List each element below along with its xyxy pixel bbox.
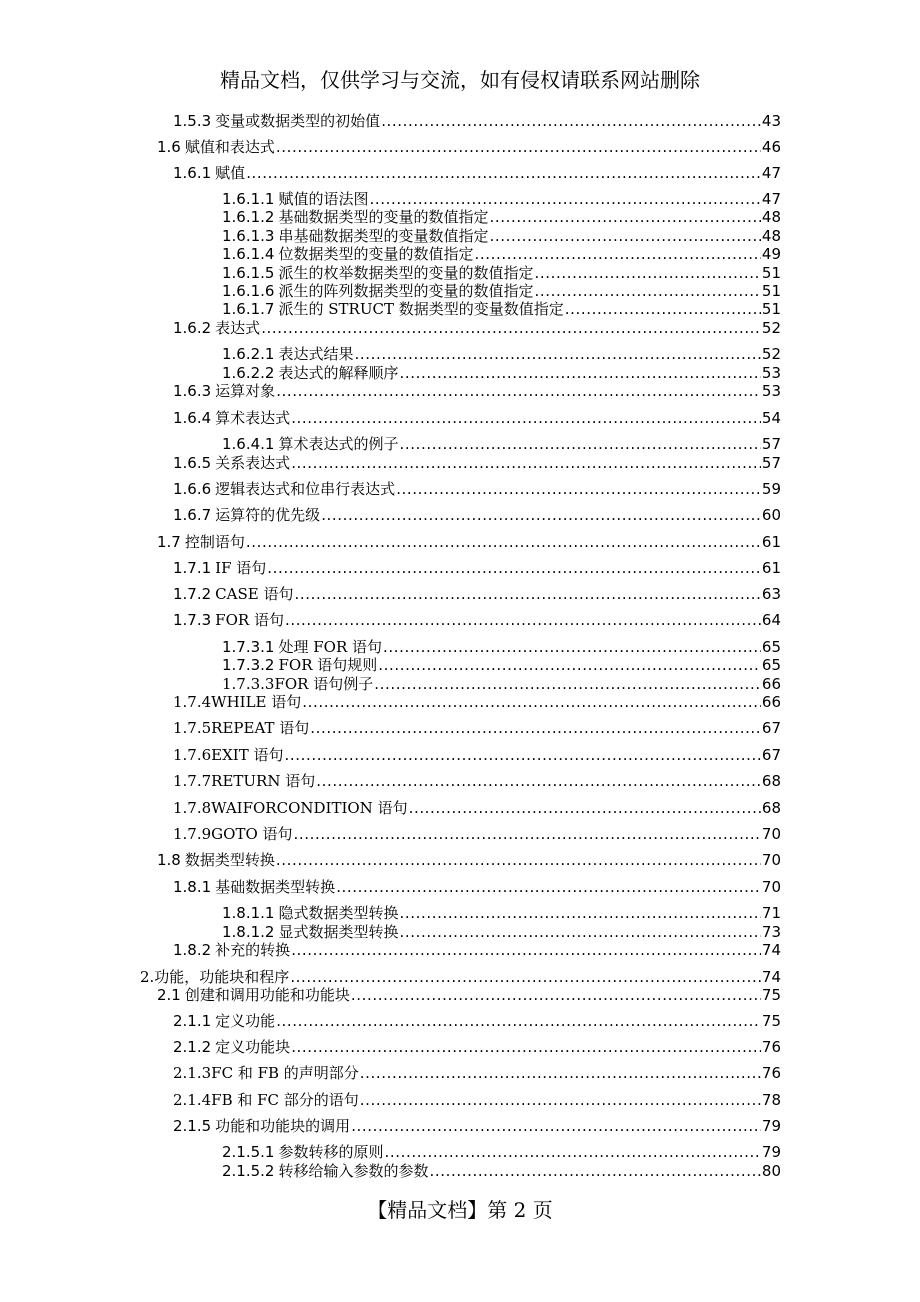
toc-leader-dots bbox=[294, 583, 760, 605]
toc-entry[interactable] bbox=[173, 770, 781, 792]
toc-entry-title: 定义功能 bbox=[215, 1012, 276, 1030]
toc-entry-number: 2.1.5 bbox=[173, 1117, 212, 1135]
toc-entry-title: 显式数据类型转换 bbox=[278, 923, 399, 941]
toc-entry-page: 67 bbox=[761, 719, 781, 737]
toc-entry-page: 80 bbox=[761, 1162, 781, 1180]
toc-entry-page: 49 bbox=[761, 245, 781, 263]
toc-entry[interactable] bbox=[157, 531, 781, 553]
toc-entry-page: 78 bbox=[761, 1091, 781, 1109]
toc-entry[interactable] bbox=[173, 691, 781, 713]
toc-entry-number: 1.8.1.1 bbox=[222, 904, 275, 922]
toc-entry-title: 算术表达式的例子 bbox=[278, 435, 399, 453]
toc-leader-dots bbox=[310, 717, 761, 739]
toc-entry-number: 1.8 bbox=[157, 851, 181, 869]
toc-entry-number: 1.6.2.2 bbox=[222, 364, 275, 382]
toc-entry-number: 1.8.1.2 bbox=[222, 923, 275, 941]
toc-entry-page: 57 bbox=[761, 435, 781, 453]
toc-entry-title: FOR 语句 bbox=[215, 611, 284, 629]
toc-entry-title: 创建和调用功能和功能块 bbox=[184, 986, 350, 1004]
toc-leader-dots bbox=[276, 849, 761, 871]
toc-entry-page: 70 bbox=[761, 878, 781, 896]
toc-entry-page: 51 bbox=[761, 282, 781, 300]
toc-entry-title: 1.7.8WAIFORCONDITION 语句 bbox=[173, 799, 408, 817]
toc-entry-title: 表达式的解释顺序 bbox=[278, 364, 399, 382]
toc-entry-title: 派生的 STRUCT 数据类型的变量数值指定 bbox=[278, 300, 564, 318]
toc-entry[interactable] bbox=[173, 317, 781, 339]
toc-entry-number: 2.1.5.1 bbox=[222, 1143, 275, 1161]
toc-entry-page: 64 bbox=[761, 611, 781, 629]
toc-entry[interactable] bbox=[173, 452, 781, 474]
toc-entry-number: 1.6.2 bbox=[173, 319, 212, 337]
toc-leader-dots bbox=[294, 823, 761, 845]
toc-leader-dots bbox=[261, 317, 761, 339]
toc-entry-number: 2.1 bbox=[157, 986, 181, 1004]
toc-entry-page: 76 bbox=[761, 1064, 781, 1082]
toc-entry[interactable] bbox=[173, 1089, 781, 1111]
toc-entry[interactable] bbox=[173, 407, 781, 429]
toc-leader-dots bbox=[351, 984, 761, 1006]
toc-entry-page: 63 bbox=[761, 585, 781, 603]
toc-entry-title: 基础数据类型的变量的数值指定 bbox=[278, 208, 489, 226]
toc-entry[interactable] bbox=[173, 1010, 781, 1032]
toc-entry-number: 1.7.3.1 bbox=[222, 638, 275, 656]
toc-entry-title: 数据类型转换 bbox=[184, 851, 275, 869]
toc-entry-title: 补充的转换 bbox=[215, 941, 291, 959]
toc-entry-number: 1.7.1 bbox=[173, 559, 212, 577]
toc-entry-number: 1.6.3 bbox=[173, 382, 212, 400]
toc-entry-title: 1.7.6EXIT 语句 bbox=[173, 746, 284, 764]
toc-entry-page: 52 bbox=[761, 319, 781, 337]
toc-entry[interactable] bbox=[173, 823, 781, 845]
toc-leader-dots bbox=[321, 504, 761, 526]
toc-entry-page: 70 bbox=[761, 825, 781, 843]
toc-entry-page: 66 bbox=[761, 693, 781, 711]
toc-entry-number: 1.5.3 bbox=[173, 112, 212, 130]
toc-entry[interactable] bbox=[157, 849, 781, 871]
toc-entry-number: 1.7.2 bbox=[173, 585, 212, 603]
toc-entry-title: IF 语句 bbox=[215, 559, 267, 577]
toc-leader-dots bbox=[316, 770, 761, 792]
toc-leader-dots bbox=[336, 876, 761, 898]
toc-entry-page: 70 bbox=[761, 851, 781, 869]
page-header: 精品文档，仅供学习与交流，如有侵权请联系网站删除 bbox=[220, 68, 700, 92]
toc-entry-page: 68 bbox=[761, 772, 781, 790]
toc-entry-page: 48 bbox=[761, 227, 781, 245]
toc-entry-title: 赋值 bbox=[215, 164, 246, 182]
toc-entry-title: 表达式结果 bbox=[278, 345, 354, 363]
toc-entry-page: 67 bbox=[761, 746, 781, 764]
toc-leader-dots bbox=[360, 1062, 761, 1084]
toc-entry-number: 1.6.5 bbox=[173, 454, 212, 472]
toc-entry-title: 派生的阵列数据类型的变量的数值指定 bbox=[278, 282, 534, 300]
toc-entry-title: CASE 语句 bbox=[215, 585, 294, 603]
toc-entry-page: 43 bbox=[761, 112, 781, 130]
toc-entry-title: 串基础数据类型的变量数值指定 bbox=[278, 227, 489, 245]
toc-entry-number: 2.1.5.2 bbox=[222, 1162, 275, 1180]
toc-entry-title: 参数转移的原则 bbox=[278, 1143, 384, 1161]
toc-entry-title: 运算对象 bbox=[215, 382, 276, 400]
toc-entry-number: 1.6.4 bbox=[173, 409, 212, 427]
toc-leader-dots bbox=[291, 407, 761, 429]
toc-leader-dots bbox=[267, 557, 761, 579]
toc-entry[interactable] bbox=[173, 478, 781, 500]
toc-entry-title: 变量或数据类型的初始值 bbox=[215, 112, 381, 130]
toc-entry-title: 隐式数据类型转换 bbox=[278, 904, 399, 922]
toc-entry-page: 53 bbox=[761, 382, 781, 400]
toc-entry[interactable] bbox=[173, 717, 781, 739]
toc-entry-page: 53 bbox=[761, 364, 781, 382]
toc-entry[interactable] bbox=[173, 162, 781, 184]
toc-entry[interactable] bbox=[173, 744, 781, 766]
toc-entry-number: 1.7.3 bbox=[173, 611, 212, 629]
toc-leader-dots bbox=[302, 691, 761, 713]
toc-entry-title: 赋值和表达式 bbox=[184, 138, 275, 156]
toc-leader-dots bbox=[360, 1089, 761, 1111]
toc-leader-dots bbox=[276, 380, 761, 402]
toc-entry[interactable] bbox=[173, 939, 781, 961]
toc-entry-title: 基础数据类型转换 bbox=[215, 878, 336, 896]
toc-entry[interactable] bbox=[173, 797, 781, 819]
toc-leader-dots bbox=[246, 162, 761, 184]
toc-entry-page: 59 bbox=[761, 480, 781, 498]
toc-entry-title: 1.7.3.3FOR 语句例子 bbox=[222, 675, 374, 693]
toc-entry-page: 48 bbox=[761, 208, 781, 226]
toc-leader-dots bbox=[291, 452, 761, 474]
toc-entry[interactable] bbox=[173, 583, 781, 605]
toc-leader-dots bbox=[276, 136, 761, 158]
toc-entry-title: 表达式 bbox=[215, 319, 261, 337]
toc-entry-page: 61 bbox=[761, 559, 781, 577]
toc-entry-page: 74 bbox=[761, 968, 781, 986]
toc-entry[interactable] bbox=[173, 876, 781, 898]
toc-entry-title: 1.7.5REPEAT 语句 bbox=[173, 719, 310, 737]
toc-entry-number: 1.6.2.1 bbox=[222, 345, 275, 363]
toc-leader-dots bbox=[285, 609, 761, 631]
toc-leader-dots bbox=[396, 478, 761, 500]
toc-entry-title: 2.功能，功能块和程序 bbox=[140, 968, 290, 986]
toc-entry[interactable] bbox=[157, 984, 781, 1006]
toc-entry-title: 算术表达式 bbox=[215, 409, 291, 427]
toc-entry-page: 68 bbox=[761, 799, 781, 817]
toc-entry-page: 79 bbox=[761, 1143, 781, 1161]
toc-entry[interactable] bbox=[173, 609, 781, 631]
toc-entry-page: 73 bbox=[761, 923, 781, 941]
toc-entry[interactable] bbox=[157, 136, 781, 158]
toc-entry-page: 61 bbox=[761, 533, 781, 551]
toc-entry-page: 47 bbox=[761, 190, 781, 208]
toc-entry-number: 1.6.4.1 bbox=[222, 435, 275, 453]
toc-entry[interactable] bbox=[173, 110, 781, 132]
toc-entry-page: 76 bbox=[761, 1038, 781, 1056]
toc-entry-title: 运算符的优先级 bbox=[215, 506, 321, 524]
toc-entry-page: 71 bbox=[761, 904, 781, 922]
toc-entry-title: 1.7.4WHILE 语句 bbox=[173, 693, 302, 711]
toc-entry-page: 75 bbox=[761, 1012, 781, 1030]
toc-entry[interactable] bbox=[222, 1160, 781, 1182]
toc-leader-dots bbox=[381, 110, 761, 132]
toc-leader-dots bbox=[285, 744, 761, 766]
toc-entry-number: 1.6.1.2 bbox=[222, 208, 275, 226]
toc-entry-page: 46 bbox=[761, 138, 781, 156]
toc-entry-number: 1.6.6 bbox=[173, 480, 212, 498]
toc-entry-title: 定义功能块 bbox=[215, 1038, 291, 1056]
toc-entry-page: 60 bbox=[761, 506, 781, 524]
toc-entry-title: 2.1.4FB 和 FC 部分的语句 bbox=[173, 1091, 359, 1109]
toc-entry-number: 1.8.1 bbox=[173, 878, 212, 896]
toc-leader-dots bbox=[291, 1036, 761, 1058]
toc-entry[interactable] bbox=[173, 1115, 781, 1137]
toc-entry-title: 逻辑表达式和位串行表达式 bbox=[215, 480, 396, 498]
toc-entry-title: 控制语句 bbox=[184, 533, 245, 551]
toc-entry-title: 处理 FOR 语句 bbox=[278, 638, 383, 656]
toc-entry-page: 47 bbox=[761, 164, 781, 182]
toc-entry-number: 1.8.2 bbox=[173, 941, 212, 959]
toc-entry-title: 位数据类型的变量的数值指定 bbox=[278, 245, 474, 263]
toc-entry-number: 1.6 bbox=[157, 138, 181, 156]
toc-entry-title: 转移给输入参数的参数 bbox=[278, 1162, 429, 1180]
toc-leader-dots bbox=[430, 1160, 761, 1182]
toc-entry-page: 79 bbox=[761, 1117, 781, 1135]
toc-entry-title: 1.7.9GOTO 语句 bbox=[173, 825, 293, 843]
toc-entry-number: 1.6.1.6 bbox=[222, 282, 275, 300]
toc-entry-title: 1.7.7RETURN 语句 bbox=[173, 772, 316, 790]
toc-leader-dots bbox=[409, 797, 761, 819]
toc-entry-number: 1.6.7 bbox=[173, 506, 212, 524]
toc-entry-title: 关系表达式 bbox=[215, 454, 291, 472]
toc-entry[interactable] bbox=[173, 557, 781, 579]
toc-entry-page: 74 bbox=[761, 941, 781, 959]
toc-entry-page: 57 bbox=[761, 454, 781, 472]
toc-entry-number: 1.6.1.5 bbox=[222, 264, 275, 282]
toc-leader-dots bbox=[351, 1115, 761, 1137]
toc-entry-number: 1.6.1 bbox=[173, 164, 212, 182]
toc-entry-title: 功能和功能块的调用 bbox=[215, 1117, 351, 1135]
toc-entry-title: 2.1.3FC 和 FB 的声明部分 bbox=[173, 1064, 359, 1082]
toc-entry-number: 2.1.2 bbox=[173, 1038, 212, 1056]
toc-entry-page: 65 bbox=[761, 656, 781, 674]
toc-entry-page: 66 bbox=[761, 675, 781, 693]
toc-entry-page: 51 bbox=[761, 264, 781, 282]
toc-entry[interactable] bbox=[173, 504, 781, 526]
toc-entry-number: 1.6.1.7 bbox=[222, 300, 275, 318]
toc-entry-number: 1.7.3.2 bbox=[222, 656, 275, 674]
toc-entry-number: 2.1.1 bbox=[173, 1012, 212, 1030]
toc-entry-title: FOR 语句规则 bbox=[278, 656, 378, 674]
toc-entry[interactable] bbox=[173, 1062, 781, 1084]
toc-entry-page: 51 bbox=[761, 300, 781, 318]
toc-entry[interactable] bbox=[173, 380, 781, 402]
toc-entry-title: 派生的枚举数据类型的变量的数值指定 bbox=[278, 264, 534, 282]
toc-entry-page: 54 bbox=[761, 409, 781, 427]
toc-entry-number: 1.6.1.3 bbox=[222, 227, 275, 245]
toc-entry[interactable] bbox=[173, 1036, 781, 1058]
toc-leader-dots bbox=[246, 531, 761, 553]
page-footer: 【精品文档】第 2 页 bbox=[367, 1198, 553, 1222]
toc-leader-dots bbox=[291, 939, 761, 961]
toc-leader-dots bbox=[276, 1010, 761, 1032]
toc-entry-page: 75 bbox=[761, 986, 781, 1004]
toc-entry-number: 1.6.1.1 bbox=[222, 190, 275, 208]
toc-entry-title: 赋值的语法图 bbox=[278, 190, 369, 208]
toc-entry-page: 65 bbox=[761, 638, 781, 656]
toc-entry-number: 1.7 bbox=[157, 533, 181, 551]
toc-entry-page: 52 bbox=[761, 345, 781, 363]
toc-entry-number: 1.6.1.4 bbox=[222, 245, 275, 263]
